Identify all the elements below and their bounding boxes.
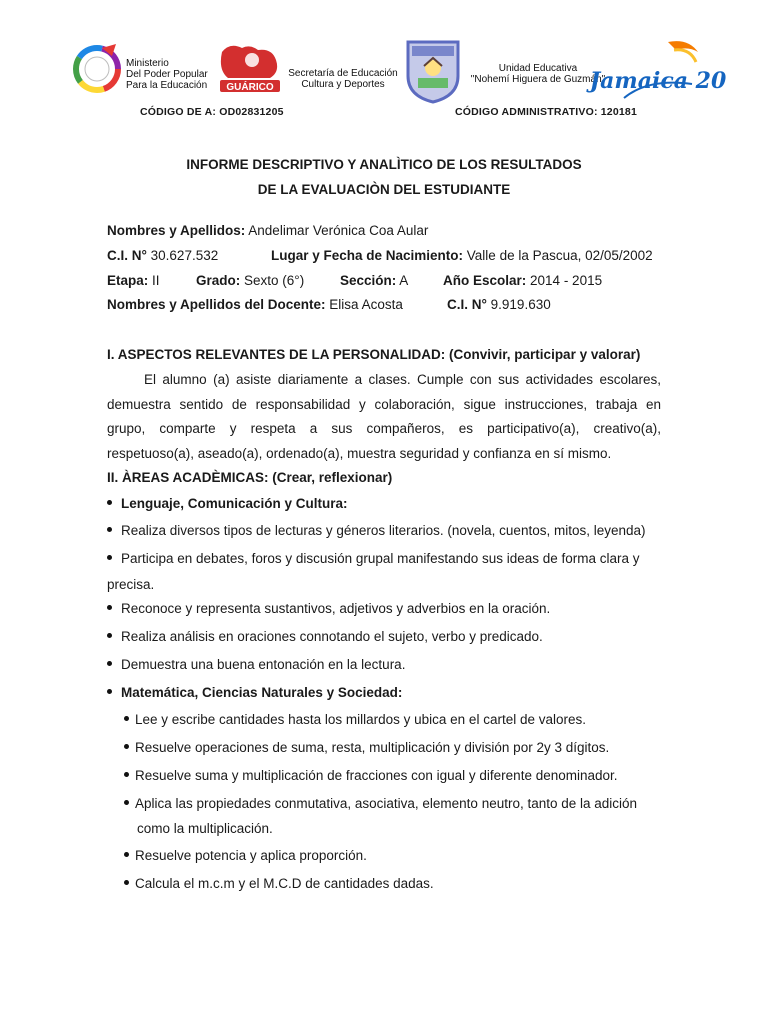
student-name-value: Andelimar Verónica Coa Aular [245,223,429,238]
list-item [124,768,618,783]
teacher-label: Nombres y Apellidos del Docente: [107,297,326,312]
section1-line: El alumno (a) asiste diariamente a clases. Cumple con sus actividades escolares, [144,372,661,387]
anio-field [443,273,602,288]
section1-heading: I. ASPECTOS RELEVANTES DE LA PERSONALIDAD: (Convivir, participar y valorar) [107,347,641,362]
teacher-ci-label: C.I. N° [447,297,487,312]
section1-line: demuestra sentido de responsabilidad y colaboración, sigue instrucciones, trabaja en [107,397,661,412]
list-item [107,523,646,538]
list-item-text: Realiza análisis en oraciones connotando el sujeto, verbo y predicado. [121,629,543,644]
seccion-label: Sección: [340,273,397,288]
student-ci-value: 30.627.532 [146,248,219,263]
list-item [107,551,640,566]
list-item [124,848,367,863]
secretaria-name: Secretaría de Educación Cultura y Deportes [288,68,398,90]
school-name: Unidad Educativa "Nohemí Higuera de Guzmán" [470,63,606,85]
section2-heading: II. ÀREAS ACADÈMICAS: (Crear, reflexionar) [107,470,393,485]
bullet-icon [124,744,129,749]
list-item-text: Calcula el m.c.m y el M.C.D de cantidades dadas. [135,876,434,891]
bullet-icon [124,772,129,777]
student-name-label: Nombres y Apellidos: [107,223,246,238]
bullet-icon [124,800,129,805]
ministry-name: Ministerio Del Poder Popular Para la Educación [126,58,208,91]
list-item-text: Aplica las propiedades conmutativa, asociativa, elemento neutro, tanto de la adición [135,796,638,811]
ministry-logo [72,44,122,94]
grado-value: Sexto (6°) [240,273,305,288]
anio-value: 2014 - 2015 [526,273,603,288]
bullet-icon [107,527,112,532]
birth-value: Valle de la Pascua, 02/05/2002 [463,248,653,263]
etapa-label: Etapa: [107,273,149,288]
admin-code: CÓDIGO ADMINISTRATIVO: 120181 [455,106,637,118]
bullet-icon [124,880,129,885]
list-item-text: Resuelve operaciones de suma, resta, multiplicación y división por 2y 3 dígitos. [135,740,610,755]
list-item [124,712,586,727]
list-item-text: Realiza diversos tipos de lecturas y géneros literarios. (novela, cuentos, mitos, leyenda) [121,523,646,538]
etapa-value: II [148,273,160,288]
grado-field [196,273,304,288]
section1-line: respetuoso(a), aseado(a), ordenado(a), muestra seguridad y confianza en sí mismo. [107,446,612,461]
birth-label: Lugar y Fecha de Nacimiento: [271,248,464,263]
list-item [107,629,543,644]
list-item-continuation: precisa. [107,577,155,592]
subject-heading [107,496,348,511]
section1-line: grupo, comparte y respeta a sus compañeros, es participativo(a), creativo(a), [107,421,661,436]
bullet-icon [124,852,129,857]
list-item [124,796,637,811]
bullet-icon [107,689,112,694]
guarico-logo-text: GUÁRICO [226,82,274,93]
bullet-icon [107,661,112,666]
seccion-field [340,273,408,288]
etapa-field [107,273,160,288]
list-item-continuation: como la multiplicación. [137,821,273,836]
bullet-icon [107,555,112,560]
dea-code: CÓDIGO DE A: OD02831205 [140,106,284,118]
anniversary-logo-text: Jamaica 20 [589,68,727,94]
bullet-icon [107,500,112,505]
teacher-ci-field [447,297,551,312]
teacher-value: Elisa Acosta [325,297,403,312]
subject-title: Lenguaje, Comunicación y Cultura: [121,496,348,511]
list-item [107,657,405,672]
bullet-icon [124,716,129,721]
birth-field [271,248,653,263]
list-item-text: Resuelve suma y multiplicación de fracciones con igual y diferente denominador. [135,768,618,783]
subject-title: Matemática, Ciencias Naturales y Sociedad: [121,685,403,700]
school-emblem [404,36,462,104]
student-ci-label: C.I. N° [107,248,147,263]
grado-label: Grado: [196,273,241,288]
guarico-logo [216,42,282,98]
bullet-icon [107,605,112,610]
student-name-row [107,223,428,238]
subject-heading [107,685,402,700]
letterhead [0,30,768,110]
list-item-text: Resuelve potencia y aplica proporción. [135,848,367,863]
bullet-icon [107,633,112,638]
list-item-text: Demuestra una buena entonación en la lectura. [121,657,406,672]
list-item-text: Lee y escribe cantidades hasta los millardos y ubica en el cartel de valores. [135,712,586,727]
teacher-field [107,297,403,312]
list-item [124,876,434,891]
anniversary-logo [589,38,727,100]
student-ci-field [107,248,218,263]
report-title-line2: DE LA EVALUACIÒN DEL ESTUDIANTE [257,182,511,197]
list-item-text: Reconoce y representa sustantivos, adjetivos y adverbios en la oración. [121,601,551,616]
seccion-value: A [396,273,409,288]
list-item-text: Participa en debates, foros y discusión grupal manifestando sus ideas de forma clara y [121,551,640,566]
anio-label: Año Escolar: [443,273,527,288]
list-item [124,740,609,755]
report-title-line1: INFORME DESCRIPTIVO Y ANALÌTICO DE LOS RESULTADOS [186,157,582,172]
teacher-ci-value: 9.919.630 [486,297,551,312]
list-item [107,601,550,616]
